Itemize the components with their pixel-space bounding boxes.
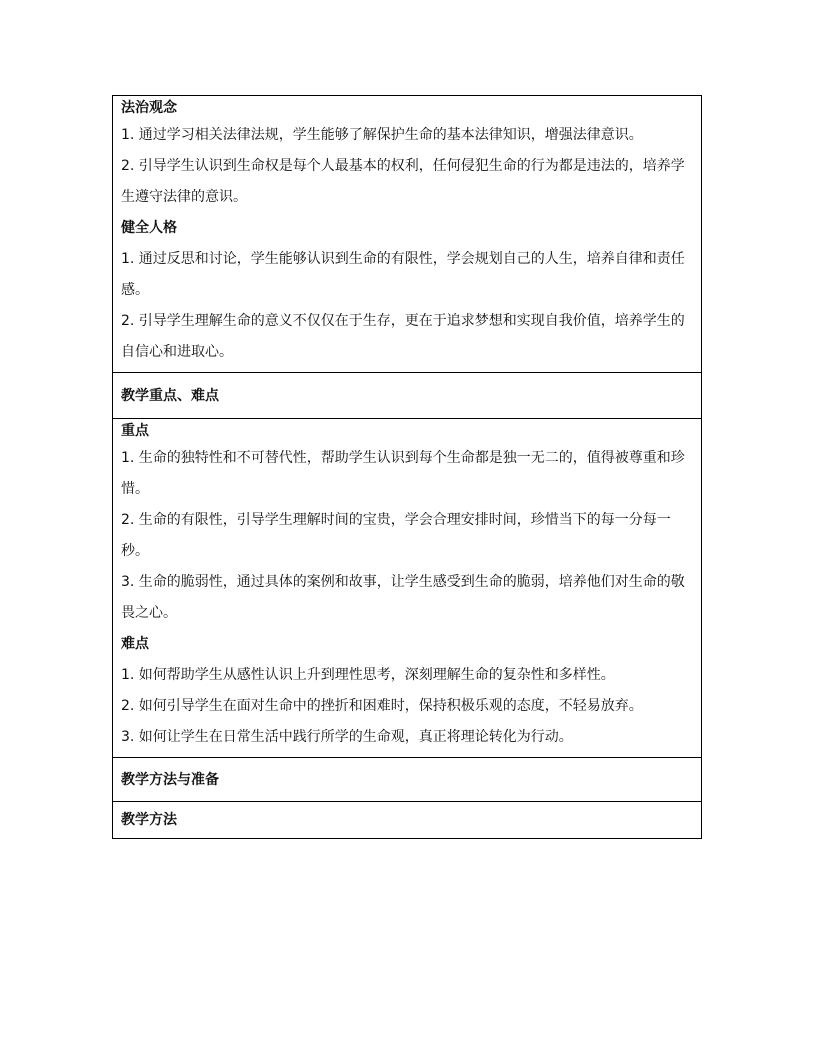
key-point-item-3: 3. 生命的脆弱性，通过具体的案例和故事，让学生感受到生命的脆弱，培养他们对生命的敬畏之心。 <box>121 574 685 621</box>
methods-heading-cell <box>113 758 701 802</box>
key-difficult-cell <box>113 419 701 758</box>
key-difficult-heading: 教学重点、难点 <box>121 387 219 404</box>
methods-heading: 教学方法与准备 <box>121 771 219 788</box>
key-difficult-heading-cell <box>113 373 701 419</box>
difficult-point-item-1: 1. 如何帮助学生从感性认识上升到理性思考，深刻理解生命的复杂性和多样性。 <box>121 667 615 683</box>
methods-sub-heading: 教学方法 <box>121 812 177 828</box>
law-concept-item-2: 2. 引导学生认识到生命权是每个人最基本的权利，任何侵犯生命的行为都是违法的，培养学生遵守法律的意识。 <box>121 158 685 205</box>
methods-sub-heading-cell <box>113 802 701 838</box>
healthy-personality-item-2: 2. 引导学生理解生命的意义不仅仅在于生存，更在于追求梦想和实现自我价值，培养学生的自信心和进取心。 <box>121 313 685 360</box>
healthy-personality-heading: 健全人格 <box>121 220 177 236</box>
key-point-item-1: 1. 生命的独特性和不可替代性，帮助学生认识到每个生命都是独一无二的，值得被尊重和珍惜。 <box>121 450 685 497</box>
lesson-plan-table <box>112 95 702 839</box>
key-points-heading: 重点 <box>121 423 149 439</box>
healthy-personality-item-1: 1. 通过反思和讨论，学生能够认识到生命的有限性，学会规划自己的人生，培养自律和责任感。 <box>121 251 685 298</box>
key-point-item-2: 2. 生命的有限性，引导学生理解时间的宝贵，学会合理安排时间，珍惜当下的每一分每一秒。 <box>121 512 671 559</box>
difficult-point-item-3: 3. 如何让学生在日常生活中践行所学的生命观，真正将理论转化为行动。 <box>121 729 573 745</box>
difficult-point-item-2: 2. 如何引导学生在面对生命中的挫折和困难时，保持积极乐观的态度，不轻易放弃。 <box>121 698 643 714</box>
law-concept-heading: 法治观念 <box>121 100 177 116</box>
difficult-points-heading: 难点 <box>121 636 149 652</box>
law-concept-item-1: 1. 通过学习相关法律法规，学生能够了解保护生命的基本法律知识，增强法律意识。 <box>121 127 643 143</box>
objectives-cell <box>113 96 701 373</box>
